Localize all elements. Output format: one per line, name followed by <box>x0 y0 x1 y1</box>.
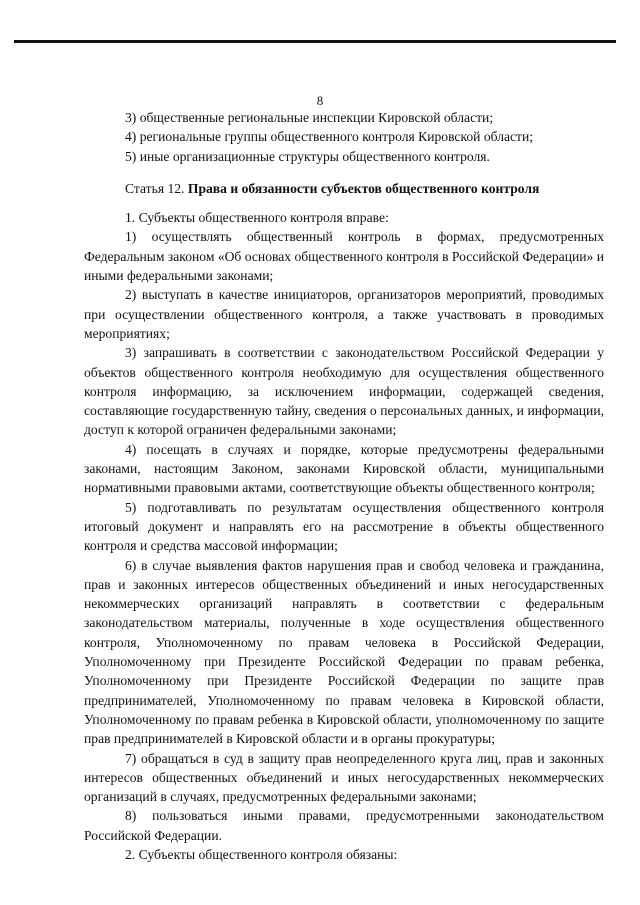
list-line-5: 5) иные организационные структуры общественного контроля. <box>125 148 490 164</box>
paragraph-1-7: 7) обращаться в суд в защиту прав неопределенного круга лиц, прав и законных интересов общественных объединений и иных негосударственных некоммерческих организаций в случаях, предусмотренных федеральными законами; <box>84 750 604 805</box>
paragraph-1-5: 5) подготавливать по результатам осуществления общественного контроля итоговый документ и направлять его на рассмотрение в объекты общественного контроля и средства массовой информации; <box>84 499 604 554</box>
document-body <box>84 108 604 864</box>
paragraph-1-1: 1) осуществлять общественный контроль в формах, предусмотренных Федеральным законом «Об основах общественного контроля в Российской Федерации» и иными федеральными законами; <box>84 229 604 284</box>
list-line-3: 3) общественные региональные инспекции Кировской области; <box>125 110 494 125</box>
paragraph-1-4: 4) посещать в случаях и порядке, которые предусмотрены федеральными законами, настоящим Законом, законами Кировской области, муниципальными нормативными правовыми актами, соответствующие объекты общественного контроля; <box>84 441 604 496</box>
paragraph-2: 2. Субъекты общественного контроля обязаны: <box>125 846 398 862</box>
article-title: Права и обязанности субъектов общественного контроля <box>187 180 540 196</box>
page-number: 8 <box>316 93 324 108</box>
paragraph-1: 1. Субъекты общественного контроля вправе: <box>125 210 389 226</box>
list-line-4: 4) региональные группы общественного контроля Кировской области; <box>125 129 534 145</box>
paragraph-1-8: 8) пользоваться иными правами, предусмотренными законодательством Российской Федерации. <box>84 808 604 843</box>
article-label: Статья 12. <box>125 180 185 196</box>
paragraph-1-3: 3) запрашивать в соответствии с законодательством Российской Федерации у объектов общественного контроля необходимую для осуществления общественного контроля информацию, за исключением информации, содержащей сведения, составляющие государственную тайну, сведения о персональных данных, и информации, доступ к которой ограничен федеральными законами; <box>84 345 604 438</box>
paragraph-1-6: 6) в случае выявления фактов нарушения прав и свобод человека и гражданина, прав и законных интересов общественных объединений и иных негосударственных некоммерческих организаций направлять в соответствии с федеральным законодательством материалы, полученные в ходе осуществления общественного контроля, Уполномоченному по правам человека в Российской Федерации, Уполномоченному при Президенте Российской Федерации по правам ребенка, Уполномоченному при Президенте Российской Федерации по защите прав предпринимателей, Уполномоченному по правам человека в Кировской области, Уполномоченному по правам ребенка в Кировской области, уполномоченному по защите прав предпринимателей в Кировской области и в органы прокуратуры; <box>84 557 604 747</box>
paragraph-1-2: 2) выступать в качестве инициаторов, организаторов мероприятий, проводимых при осуществлении общественного контроля, а также участвовать в проводимых мероприятиях; <box>84 287 604 341</box>
top-rule <box>14 40 616 43</box>
article-heading <box>84 179 604 198</box>
